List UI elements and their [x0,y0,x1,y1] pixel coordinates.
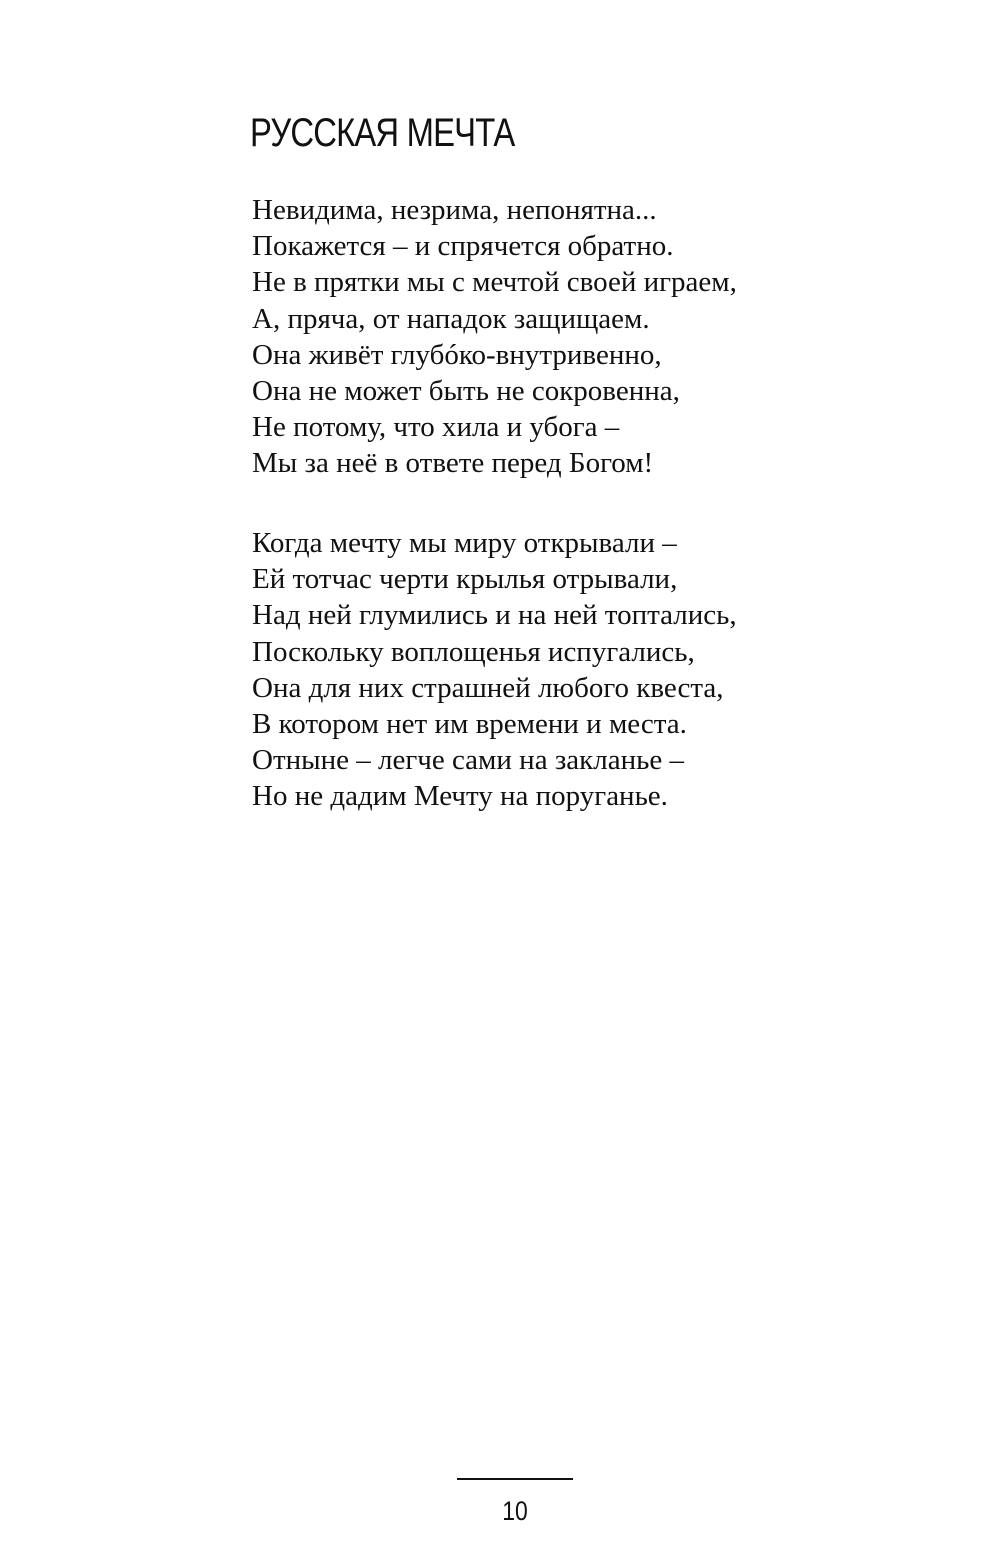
poem-line: Она живёт глубóко-внутривенно, [252,338,662,371]
poem-line: Покажется – и спрячется обратно. [252,230,674,263]
poem-line: Когда мечту мы миру открывали – [252,527,677,559]
poem-line: Поскольку воплощенья испугались, [252,635,695,668]
poem-line: Но не дадим Мечту на поруганье. [252,780,668,813]
poem-line: Ей тотчас черти крылья отрывали, [252,563,678,596]
poem-line: Отныне – легче сами на закланье – [252,744,684,777]
poem-line: Не в прятки мы с мечтой своей играем, [252,266,737,299]
poem-line: Она не может быть не сокровенна, [252,375,680,408]
poem-line: Не потому, что хила и убога – [252,411,620,444]
poem-stanza-2 [252,525,737,815]
page-number: 10 [502,1496,528,1526]
poem-stanza-1 [252,192,737,482]
poem-line: А, пряча, от нападок защищаем. [252,302,650,335]
poem-line: Мы за неё в ответе перед Богом! [252,447,654,480]
poem-line: Невидима, незрима, непонятна... [252,194,657,226]
poem-line: В котором нет им времени и места. [252,708,687,741]
poem-title: РУССКАЯ МЕЧТА [250,111,515,155]
poem-line: Над ней глумились и на ней топтались, [252,599,737,632]
poem-line: Она для них страшней любого квеста, [252,671,724,704]
footer-divider [457,1478,573,1480]
